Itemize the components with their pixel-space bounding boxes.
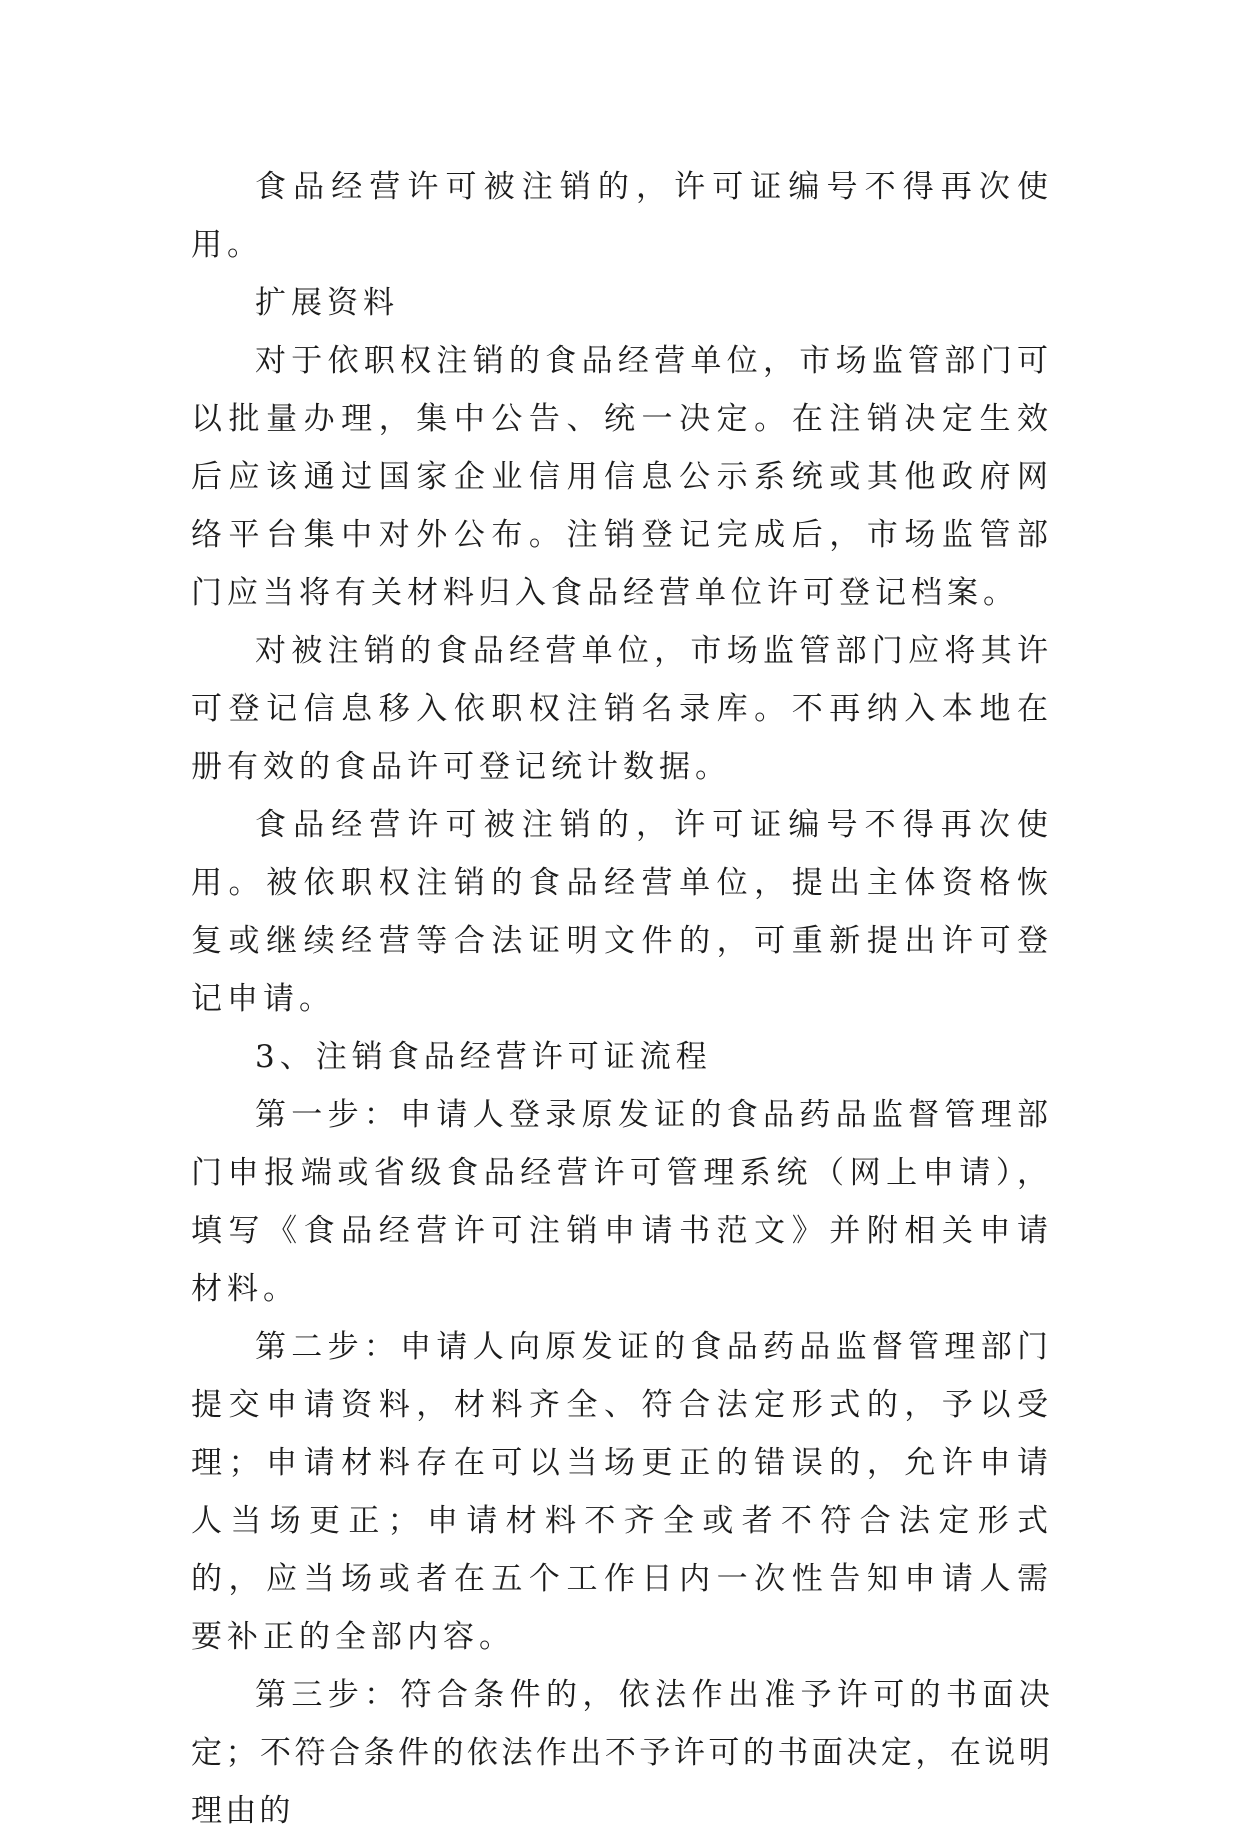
document-body	[191, 158, 1053, 1840]
paragraph-step-one: 第一步：申请人登录原发证的食品药品监督管理部门申报端或省级食品经营许可管理系统（网上申请），填写《食品经营许可注销申请书范文》并附相关申请材料。	[191, 1097, 1053, 1307]
paragraph-step-two: 第二步：申请人向原发证的食品药品监督管理部门提交申请资料，材料齐全、符合法定形式的，予以受理；申请材料存在可以当场更正的错误的，允许申请人当场更正；申请材料不齐全或者不符合法定形式的，应当场或者在五个工作日内一次性告知申请人需要补正的全部内容。	[191, 1329, 1053, 1655]
section-heading-process: 3、注销食品经营许可证流程	[255, 1039, 712, 1075]
paragraph-step-three: 第三步：符合条件的，依法作出准予许可的书面决定；不符合条件的依法作出不予许可的书面决定，在说明理由的	[191, 1677, 1053, 1829]
paragraph-cancellation-registry: 对被注销的食品经营单位，市场监管部门应将其许可登记信息移入依职权注销名录库。不再纳入本地在册有效的食品许可登记统计数据。	[191, 633, 1053, 785]
paragraph-reapplication: 食品经营许可被注销的，许可证编号不得再次使用。被依职权注销的食品经营单位，提出主体资格恢复或继续经营等合法证明文件的，可重新提出许可登记申请。	[191, 807, 1053, 1017]
paragraph-cancellation-note: 食品经营许可被注销的，许可证编号不得再次使用。	[191, 169, 1053, 263]
paragraph-extended-info-heading: 扩展资料	[255, 285, 399, 321]
paragraph-batch-cancellation: 对于依职权注销的食品经营单位，市场监管部门可以批量办理，集中公告、统一决定。在注销决定生效后应该通过国家企业信用信息公示系统或其他政府网络平台集中对外公布。注销登记完成后，市场监管部门应当将有关材料归入食品经营单位许可登记档案。	[191, 343, 1053, 611]
